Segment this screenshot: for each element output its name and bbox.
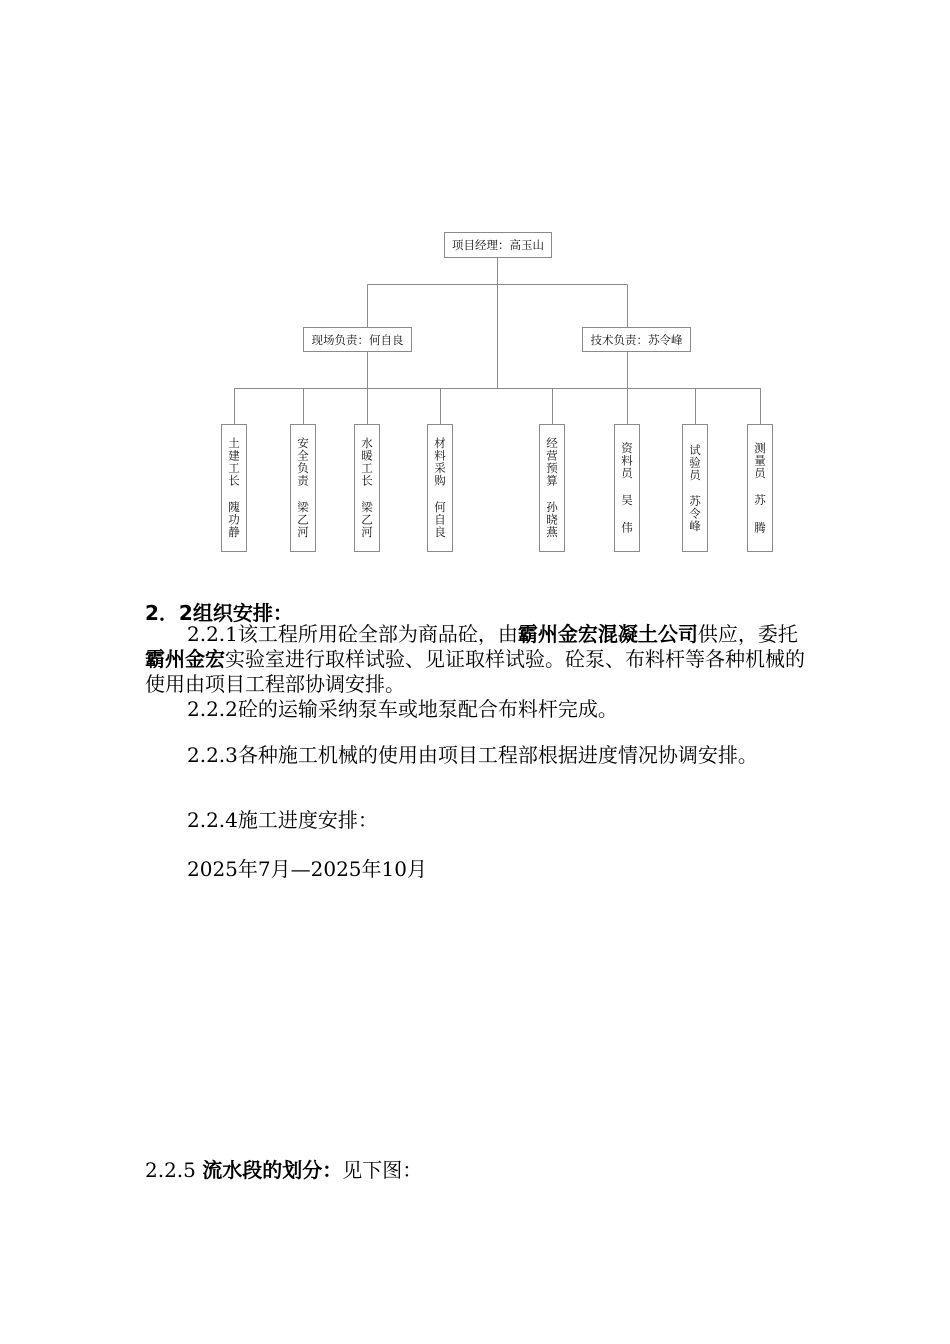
section-heading: 2．2组织安排： <box>145 601 293 625</box>
org-role-name: 梁乙河 <box>360 501 374 539</box>
org-role-name: 梁乙河 <box>296 501 310 539</box>
org-role-title: 资料员 <box>620 442 634 480</box>
schedule-range: 2025年7月—2025年10月 <box>187 857 427 881</box>
org-role-name: 何自良 <box>433 501 447 539</box>
p221-lab: 霸州金宏 <box>145 647 225 671</box>
org-role-box <box>682 424 708 552</box>
p221-rest: 实验室进行取样试验、见证取样试验。砼泵、布料杆等各种机械的使用由项目工程部协调安排。 <box>145 647 805 696</box>
org-role-name: 隗功静 <box>227 501 241 539</box>
org-site-lead-label: 现场负责：何自良 <box>311 332 404 347</box>
org-role-name: 孙晓燕 <box>545 501 559 539</box>
org-role-title: 经营预算 <box>545 437 559 488</box>
org-role-name: 苏 腾 <box>753 493 767 534</box>
org-chart <box>0 0 950 580</box>
p221-mid: 供应，委托 <box>697 622 798 646</box>
org-manager-label: 项目经理：高玉山 <box>452 238 544 252</box>
paragraph-2-2-3: 2.2.3各种施工机械的使用由项目工程部根据进度情况协调安排。 <box>187 743 758 767</box>
p225-number: 2.2.5 <box>145 1158 203 1182</box>
paragraph-2-2-1 <box>145 622 810 697</box>
p221-prefix: 2.2.1该工程所用砼全部为商品砼，由 <box>187 622 518 646</box>
org-tech-lead-label: 技术负责：苏令峰 <box>590 332 683 347</box>
org-role-title: 水暖工长 <box>360 437 374 488</box>
org-role-box <box>354 424 380 552</box>
org-role-box <box>290 424 316 552</box>
org-role-box <box>747 424 773 552</box>
org-box-manager <box>444 232 552 258</box>
org-box-site-lead <box>303 327 412 352</box>
org-role-box <box>221 424 247 552</box>
paragraph-2-2-5 <box>145 1158 810 1183</box>
paragraph-2-2-4: 2.2.4施工进度安排： <box>187 808 378 832</box>
org-role-box <box>427 424 453 552</box>
org-role-title: 材料采购 <box>433 437 447 488</box>
org-box-tech-lead <box>582 327 691 352</box>
paragraph-2-2-2: 2.2.2砼的运输采纳泵车或地泵配合布料杆完成。 <box>187 697 618 721</box>
p225-bold: 流水段的划分： <box>202 1158 343 1182</box>
org-role-title: 试验员 <box>688 443 702 481</box>
p221-company: 霸州金宏混凝土公司 <box>517 622 698 646</box>
org-role-title: 测量员 <box>753 442 767 480</box>
org-chart-connectors <box>0 0 950 580</box>
org-role-name: 吴 伟 <box>620 493 634 534</box>
org-role-title: 安全负责 <box>296 437 310 488</box>
org-role-box <box>614 424 640 552</box>
org-role-title: 土建工长 <box>227 437 241 488</box>
org-role-name: 苏令峰 <box>688 495 702 533</box>
p225-rest: 见下图： <box>342 1158 423 1182</box>
org-role-box <box>539 424 565 552</box>
